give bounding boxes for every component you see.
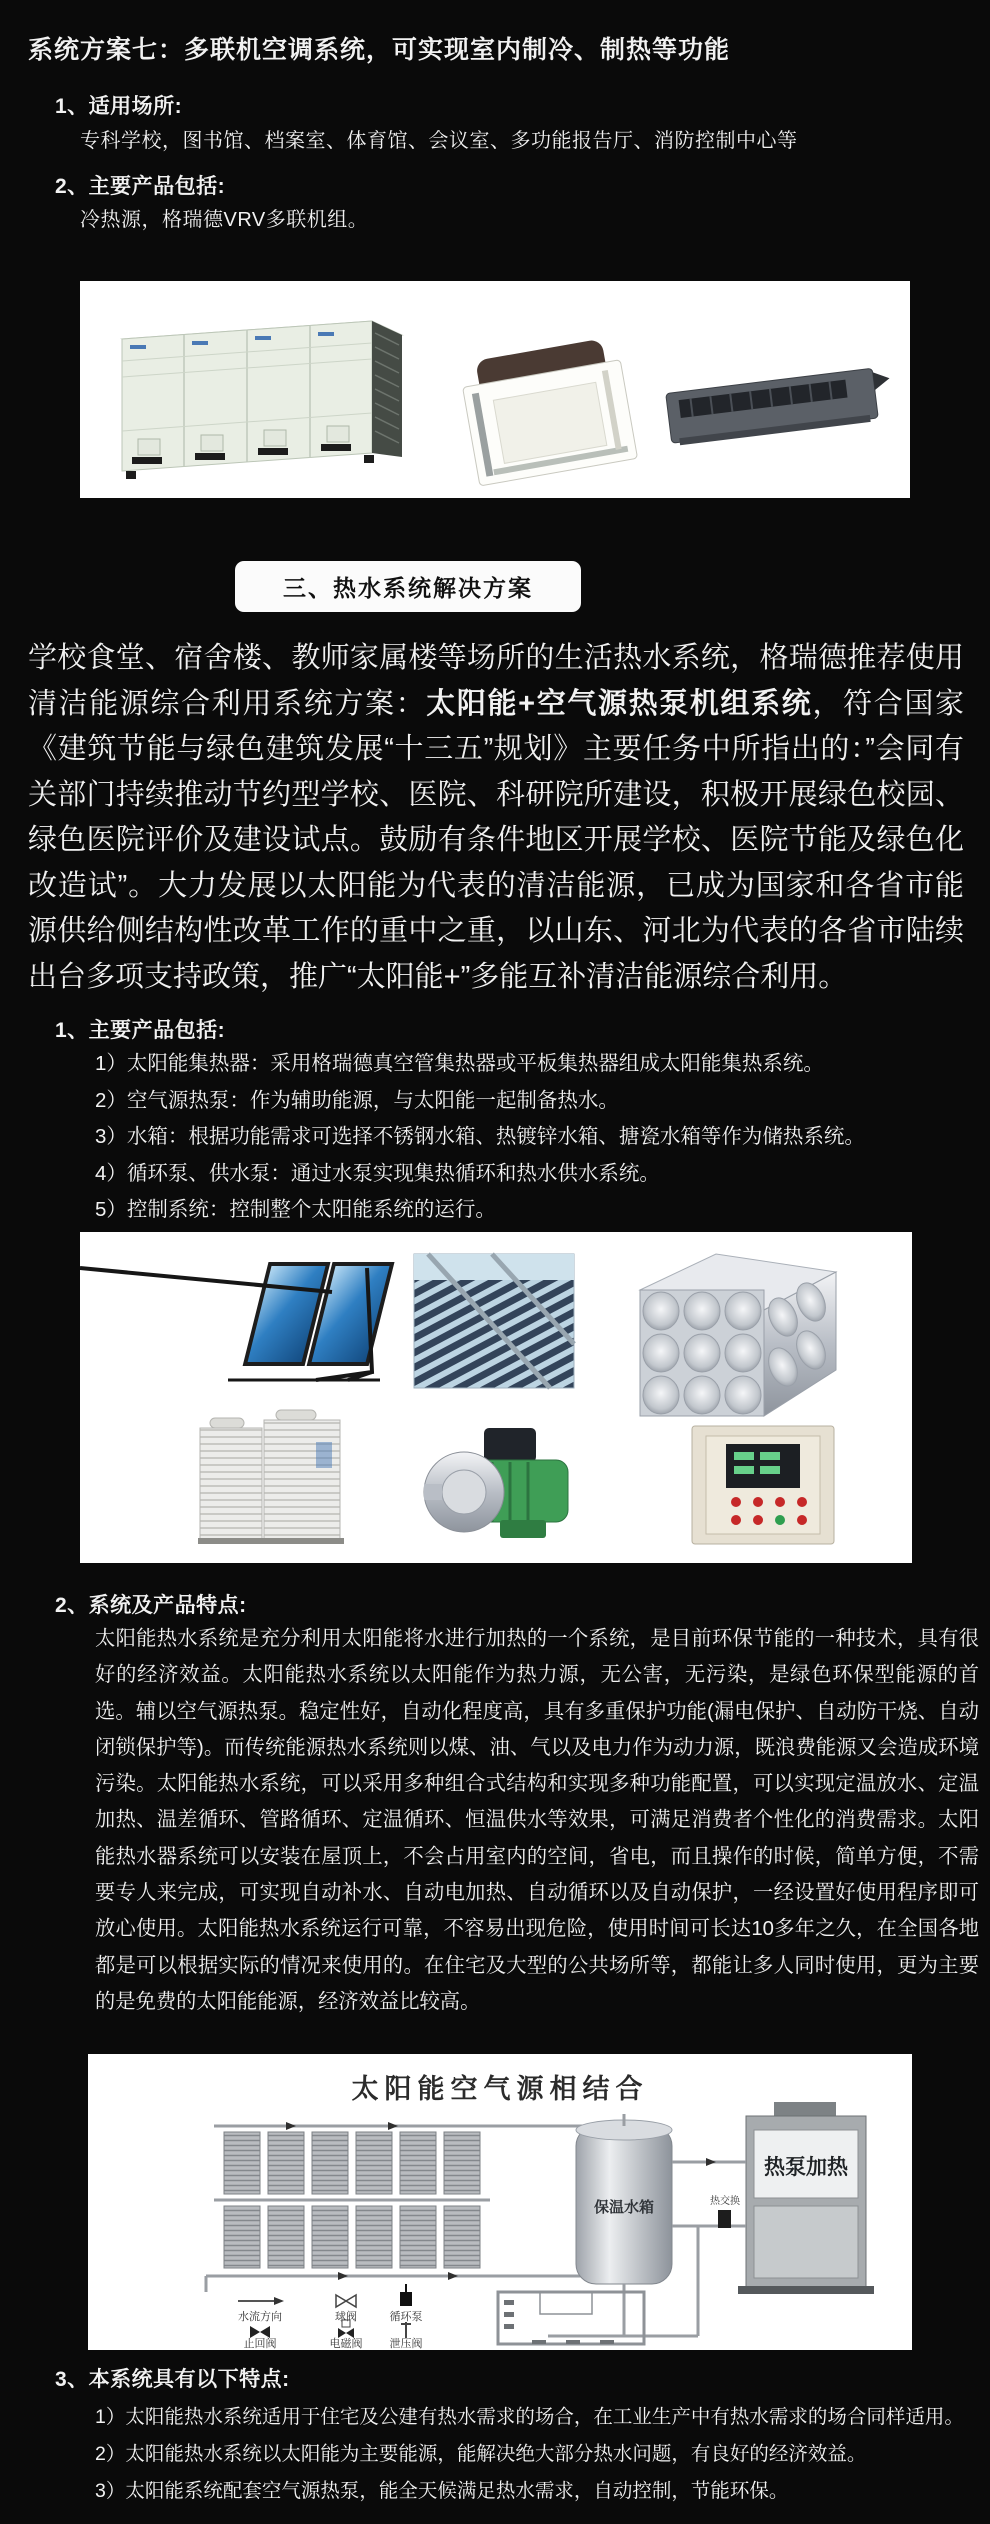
list-item: 5）控制系统：控制整个太阳能系统的运行。 <box>95 1198 496 1221</box>
products-list <box>95 1046 865 1229</box>
system-diagram-illustration <box>88 2054 912 2350</box>
features-label: 2、系统及产品特点: <box>55 1594 247 1617</box>
exchanger-label: 热交换 <box>710 2196 740 2207</box>
list-item: 4）循环泵、供水泵：通过水泵实现集热循环和热水供水系统。 <box>95 1161 660 1185</box>
stainless-water-tank-image <box>640 1254 836 1416</box>
control-cabinet-image <box>692 1426 834 1544</box>
intro-text-bold: 太阳能+空气源热泵机组系统 <box>426 687 813 720</box>
system-diagram-image <box>88 2054 912 2350</box>
intro-text-rest: ，符合国家《建筑节能与绿色建筑发展“十三五”规划》主要任务中所指出的：”会同有关部门持续推动节约型学校、医院、科研院所建设，积极开展绿色校园、绿色医院评价及建设试点。鼓励有条件地区开展学校、医院节能及绿色化改造试”。大力发展以太阳能为代表的清洁能源，已成为国家和各省市能源供给侧结构性改革工作的重中之重，以山东、河北为代表的各省市陆续出台多项支持政策，推广“太阳能+”多能互补清洁能源综合利用。 <box>28 687 964 993</box>
cassette-unit-image <box>458 336 637 486</box>
section7-item2-label: 2、主要产品包括: <box>55 175 226 198</box>
diagram-title: 太阳能空气源相结合 <box>351 2074 649 2104</box>
section7-item1-label: 1、适用场所: <box>55 95 183 118</box>
legend-ball-valve: 球阀 <box>335 2311 357 2323</box>
legend-solenoid-valve: 电磁阀 <box>329 2338 363 2350</box>
list-item: 3）水箱：根据功能需求可选择不锈钢水箱、热镀锌水箱、搪瓷水箱等作为储热系统。 <box>95 1125 865 1148</box>
hotwater-section-title: 三、热水系统解决方案 <box>283 575 533 601</box>
list-item: 1）太阳能热水系统适用于住宅及公建有热水需求的场合，在工业生产中有热水需求的场合同样适用。 <box>95 2406 964 2428</box>
products-label: 1、主要产品包括: <box>55 1019 226 1042</box>
legend-flow-direction: 水流方向 <box>238 2311 282 2323</box>
list-item: 1）太阳能集热器：采用格瑞德真空管集热器或平板集热器组成太阳能集热系统。 <box>95 1052 824 1075</box>
tank-label: 保温水箱 <box>593 2199 655 2216</box>
specs-label: 3、本系统具有以下特点: <box>55 2368 290 2391</box>
storage-tank-image <box>576 2114 672 2284</box>
solar-products-image <box>80 1232 912 1563</box>
list-item: 2）太阳能热水系统以太阳能为主要能源，能解决绝大部分热水问题，有良好的经济效益。 <box>95 2443 867 2465</box>
section7-title: 系统方案七：多联机空调系统，可实现室内制冷、制热等功能 <box>28 36 731 64</box>
legend-check-valve: 止回阀 <box>243 2338 277 2350</box>
heat-pump-label: 热泵加热 <box>764 2155 848 2179</box>
vacuum-tube-collector-image <box>414 1254 574 1388</box>
legend-circulation-pump: 循环泵 <box>389 2311 423 2323</box>
features-paragraph: 太阳能热水系统是充分利用太阳能将水进行加热的一个系统，是目前环保节能的一种技术，具有很好的经济效益。太阳能热水系统以太阳能作为热力源，无公害，无污染，是绿色环保型能源的首选。辅以空气源热泵。稳定性好，自动化程度高，具有多重保护功能(漏电保护、自动防干烧、自动闭锁保护等)。而传统能源热水系统则以煤、油、气以及电力作为动力源，既浪费能源又会造成环境污染。太阳能热水系统，可以采用多种组合式结构和实现多种功能配置，可以实现定温放水、定温加热、温差循环、管路循环、定温循环、恒温供水等效果，可满足消费者个性化的消费需求。太阳能热水器系统可以安装在屋顶上，不会占用室内的空间，省电，而且操作的时候，简单方便，不需要专人来完成，可实现自动补水、自动电加热、自动循环以及自动保护，一经设置好使用程序即可放心使用。太阳能热水系统运行可靠，不容易出现危险，使用时间可长达10多年之久，在全国各地都是可以根据实际的情况来使用的。在住宅及大型的公共场所等，都能让多人同时使用，更为主要的是免费的太阳能能源，经济效益比较高。 <box>95 1628 979 2013</box>
circulation-pump-image <box>424 1428 568 1538</box>
specs-list <box>95 2399 964 2510</box>
hotwater-section-banner <box>235 561 581 612</box>
list-item: 3）太阳能系统配套空气源热泵，能全天候满足热水需求，自动控制，节能环保。 <box>95 2480 789 2502</box>
flat-plate-collector-image <box>80 1264 392 1380</box>
ducted-unit-image <box>666 366 895 446</box>
diagram-legend <box>238 2284 423 2350</box>
solar-products-illustration <box>80 1232 912 1563</box>
legend-relief-valve: 泄压阀 <box>389 2338 423 2350</box>
hotwater-intro-paragraph <box>28 636 964 1000</box>
vrv-products-illustration <box>80 281 910 498</box>
list-item: 2）空气源热泵：作为辅助能源，与太阳能一起制备热水。 <box>95 1088 619 1112</box>
section7-item2-text: 冷热源，格瑞德VRV多联机组。 <box>80 209 369 231</box>
section7-item1-text: 专科学校，图书馆、档案室、体育馆、会议室、多功能报告厅、消防控制中心等 <box>80 130 798 152</box>
air-source-heat-pump-image <box>198 1410 344 1544</box>
vrv-outdoor-unit-image <box>122 321 402 479</box>
intro-text-lead: 学校食堂、宿舍楼、教师家属楼等场所的生活热水系统，格瑞德推荐使用清洁能源综合利用系统方案： <box>28 642 964 720</box>
vrv-products-image <box>80 281 910 498</box>
heat-pump-image <box>738 2102 874 2294</box>
